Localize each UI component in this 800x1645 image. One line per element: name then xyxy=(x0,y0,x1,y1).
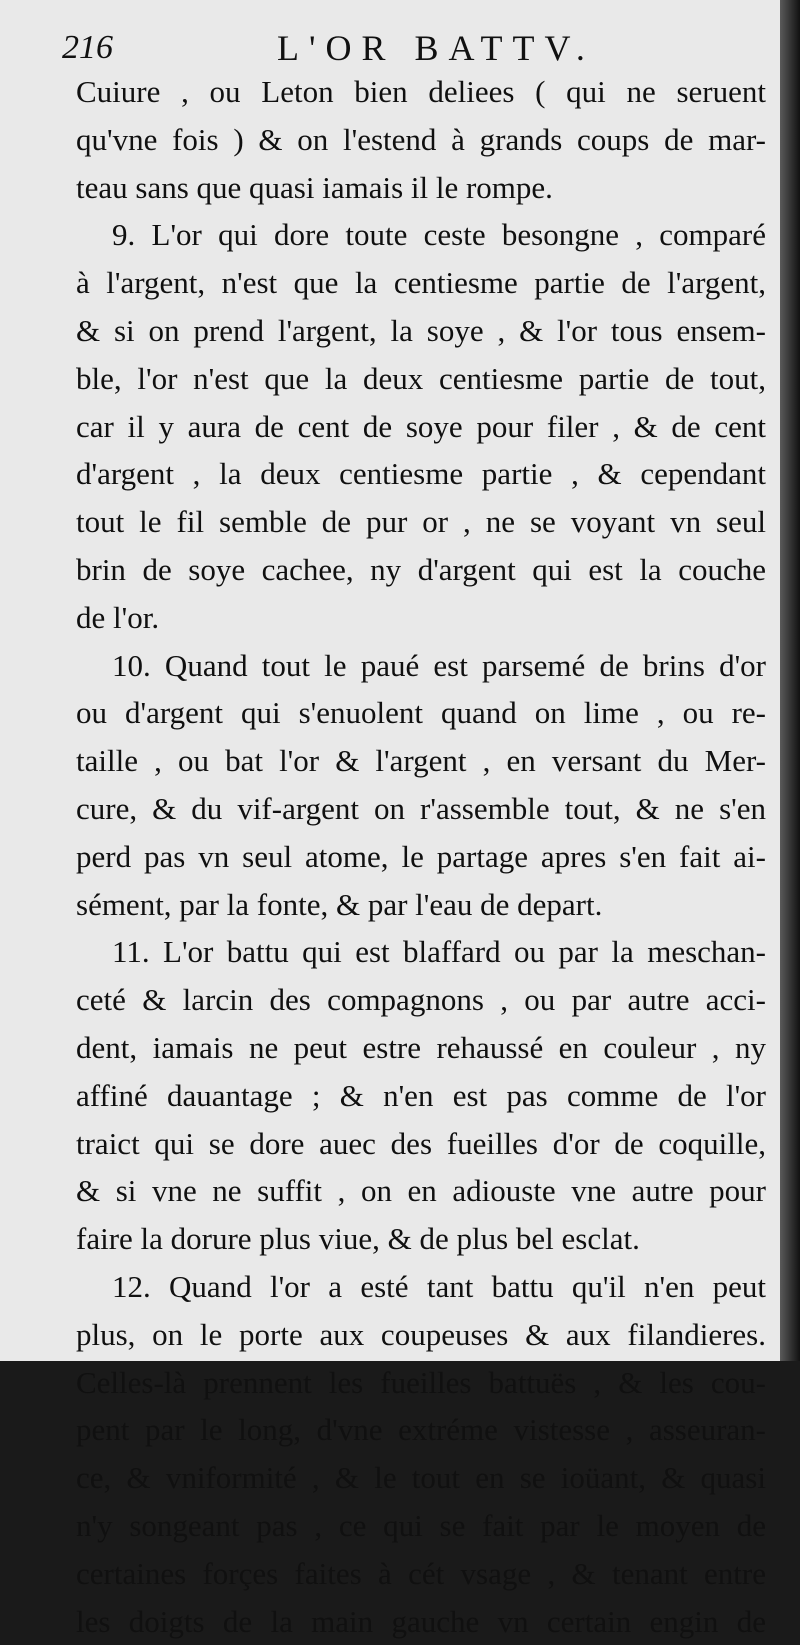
text-line: Cuiure , ou Leton bien deliees ( qui ne seruent xyxy=(76,68,766,116)
text-line: à l'argent, n'est que la centiesme partie de l'argent, xyxy=(76,259,766,307)
text-line: traict qui se dore auec des fueilles d'or de coquille, xyxy=(76,1120,766,1168)
text-line: de l'or. xyxy=(76,594,766,642)
paragraph-start-12: 12. Quand l'or a esté tant battu qu'il n'en peut xyxy=(76,1263,766,1311)
text-line: qu'vne fois ) & on l'estend à grands coups de mar- xyxy=(76,116,766,164)
page-header xyxy=(62,24,762,72)
text-line: & si vne ne suffit , on en adiouste vne autre pour xyxy=(76,1167,766,1215)
text-line: certaines forçes faites à cét vsage , & tenant entre xyxy=(76,1550,766,1598)
text-line: ceté & larcin des compagnons , ou par autre acci- xyxy=(76,976,766,1024)
text-line: teau sans que quasi iamais il le rompe. xyxy=(76,164,766,212)
text-line: les doigts de la main gauche vn certain engin de xyxy=(76,1598,766,1645)
text-line: & si on prend l'argent, la soye , & l'or tous ensem- xyxy=(76,307,766,355)
text-line: perd pas vn seul atome, le partage apres s'en fait ai- xyxy=(76,833,766,881)
text-line: ou d'argent qui s'enuolent quand on lime , ou re- xyxy=(76,689,766,737)
text-line: ble, l'or n'est que la deux centiesme partie de tout, xyxy=(76,355,766,403)
text-line: n'y songeant pas , ce qui se fait par le moyen de xyxy=(76,1502,766,1550)
text-line: pent par le long, d'vne extréme vistesse , asseuran- xyxy=(76,1406,766,1454)
paragraph-start-10: 10. Quand tout le paué est parsemé de brins d'or xyxy=(76,642,766,690)
text-line: d'argent , la deux centiesme partie , & cependant xyxy=(76,450,766,498)
text-line: ce, & vniformité , & le tout en se ioüant, & quasi xyxy=(76,1454,766,1502)
text-line: faire la dorure plus viue, & de plus bel esclat. xyxy=(76,1215,766,1263)
page-number: 216 xyxy=(62,24,113,72)
text-line: plus, on le porte aux coupeuses & aux filandieres. xyxy=(76,1311,766,1359)
paragraph-start-9: 9. L'or qui dore toute ceste besongne , comparé xyxy=(76,211,766,259)
text-line: brin de soye cachee, ny d'argent qui est la couche xyxy=(76,546,766,594)
text-line: affiné dauantage ; & n'en est pas comme de l'or xyxy=(76,1072,766,1120)
body-text xyxy=(76,68,766,1645)
text-line: car il y aura de cent de soye pour filer , & de cent xyxy=(76,403,766,451)
text-line: Celles-là prennent les fueilles battuës , & les cou- xyxy=(76,1359,766,1407)
paragraph-start-11: 11. L'or battu qui est blaffard ou par la meschan- xyxy=(76,928,766,976)
text-line: dent, iamais ne peut estre rehaussé en couleur , ny xyxy=(76,1024,766,1072)
running-head: L'OR BATTV. xyxy=(277,24,595,72)
text-line: sément, par la fonte, & par l'eau de depart. xyxy=(76,881,766,929)
text-line: taille , ou bat l'or & l'argent , en versant du Mer- xyxy=(76,737,766,785)
page-gutter-shadow xyxy=(780,0,800,1361)
text-line: tout le fil semble de pur or , ne se voyant vn seul xyxy=(76,498,766,546)
text-line: cure, & du vif-argent on r'assemble tout, & ne s'en xyxy=(76,785,766,833)
